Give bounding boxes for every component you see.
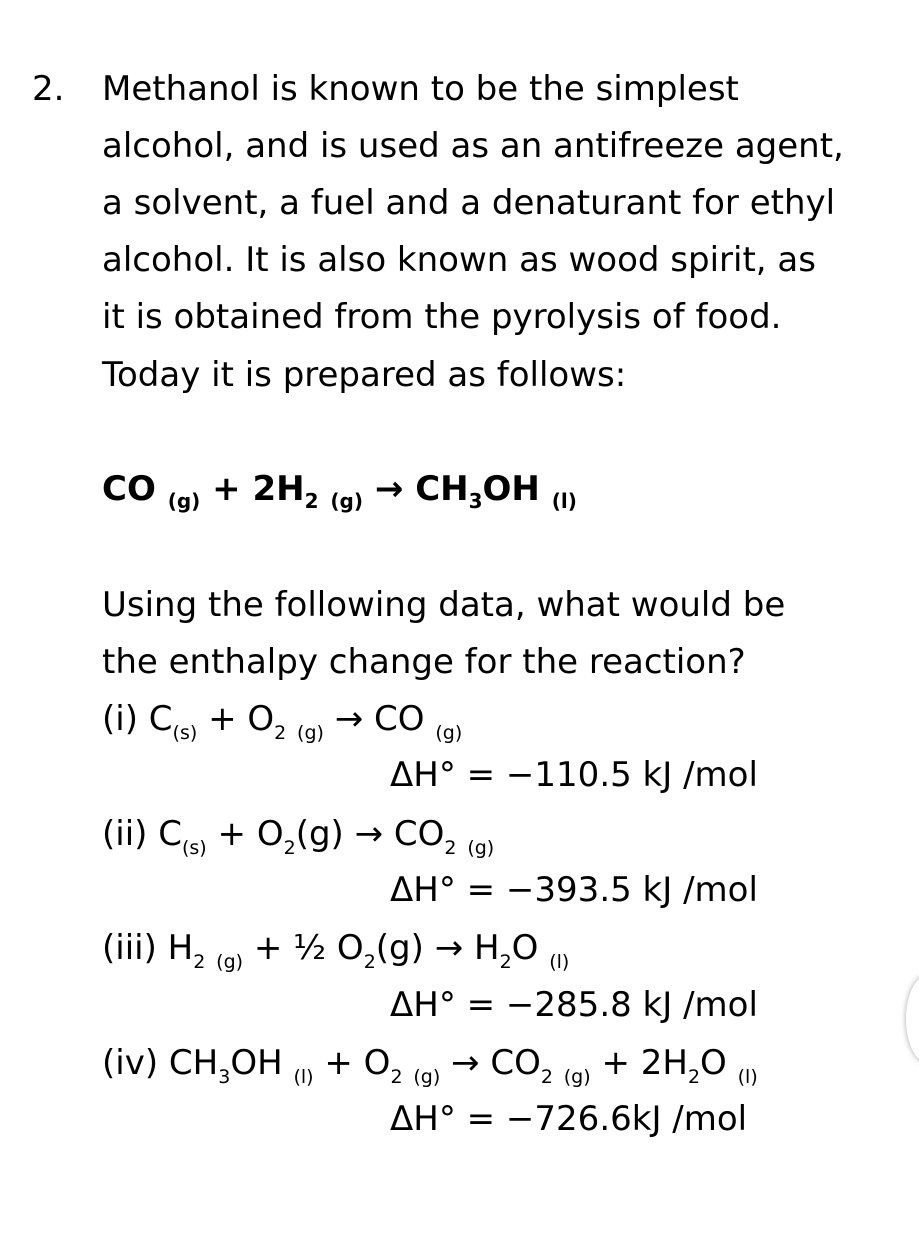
enthalpy-value-i: ΔH° = −110.5 kJ /mol <box>390 755 758 795</box>
main-reaction-equation <box>102 469 577 513</box>
product-ch3oh: CH <box>415 469 469 509</box>
paragraph-line-2: alcohol, and is used as an antifreeze agent, <box>102 126 844 166</box>
subscript: 2 <box>304 489 319 513</box>
prompt-line-2: the enthalpy change for the reaction? <box>102 642 746 682</box>
state-label: (g) <box>167 489 201 513</box>
enthalpy-value-iv: ΔH° = −726.6kJ /mol <box>390 1099 748 1139</box>
prompt-line-1: Using the following data, what would be <box>102 585 786 625</box>
data-reaction-i: (i) $C_{(s)} + O_2$ $_{(g)}$ → CO $_{(g)}$ <box>102 699 463 744</box>
question-number: 2. <box>32 69 65 109</box>
paragraph-line-4: alcohol. It is also known as wood spirit, as <box>102 240 816 280</box>
data-reaction-iii: (iii) $H_2$ $_{(g)}$ + ½ $O_2(g) \to H_2O$ $_{(l)}$ <box>102 928 570 973</box>
enthalpy-value-ii: ΔH° = −393.5 kJ /mol <box>390 870 758 910</box>
data-reaction-iv: (iv) $CH_3OH$ $_{(l)} + O_2$ $_{(g)} \to CO_2$ $_{(g)} + 2H_2O$ $_{(l)}$ <box>102 1043 758 1088</box>
state-label: (g) <box>330 489 363 513</box>
plus-sign: + <box>212 469 241 509</box>
side-scroll-handle[interactable] <box>906 975 919 1063</box>
enthalpy-value-iii: ΔH° = −285.8 kJ /mol <box>390 985 758 1025</box>
data-reaction-ii: (ii) $C_{(s)} + O_2(g) \to CO_2$ $_{(g)}$ <box>102 814 495 859</box>
paragraph-line-6: Today it is prepared as follows: <box>102 355 627 395</box>
paragraph-line-5: it is obtained from the pyrolysis of food. <box>102 297 782 337</box>
subscript: 3 <box>468 489 483 513</box>
reactant-co: CO <box>102 469 156 509</box>
arrow-icon: → <box>374 469 404 509</box>
reactant-h2: 2H <box>252 469 305 509</box>
paragraph-line-1: Methanol is known to be the simplest <box>102 69 739 109</box>
paragraph-line-3: a solvent, a fuel and a denaturant for ethyl <box>102 183 836 223</box>
state-label: (l) <box>551 489 577 513</box>
product-ch3oh-end: OH <box>482 469 540 509</box>
